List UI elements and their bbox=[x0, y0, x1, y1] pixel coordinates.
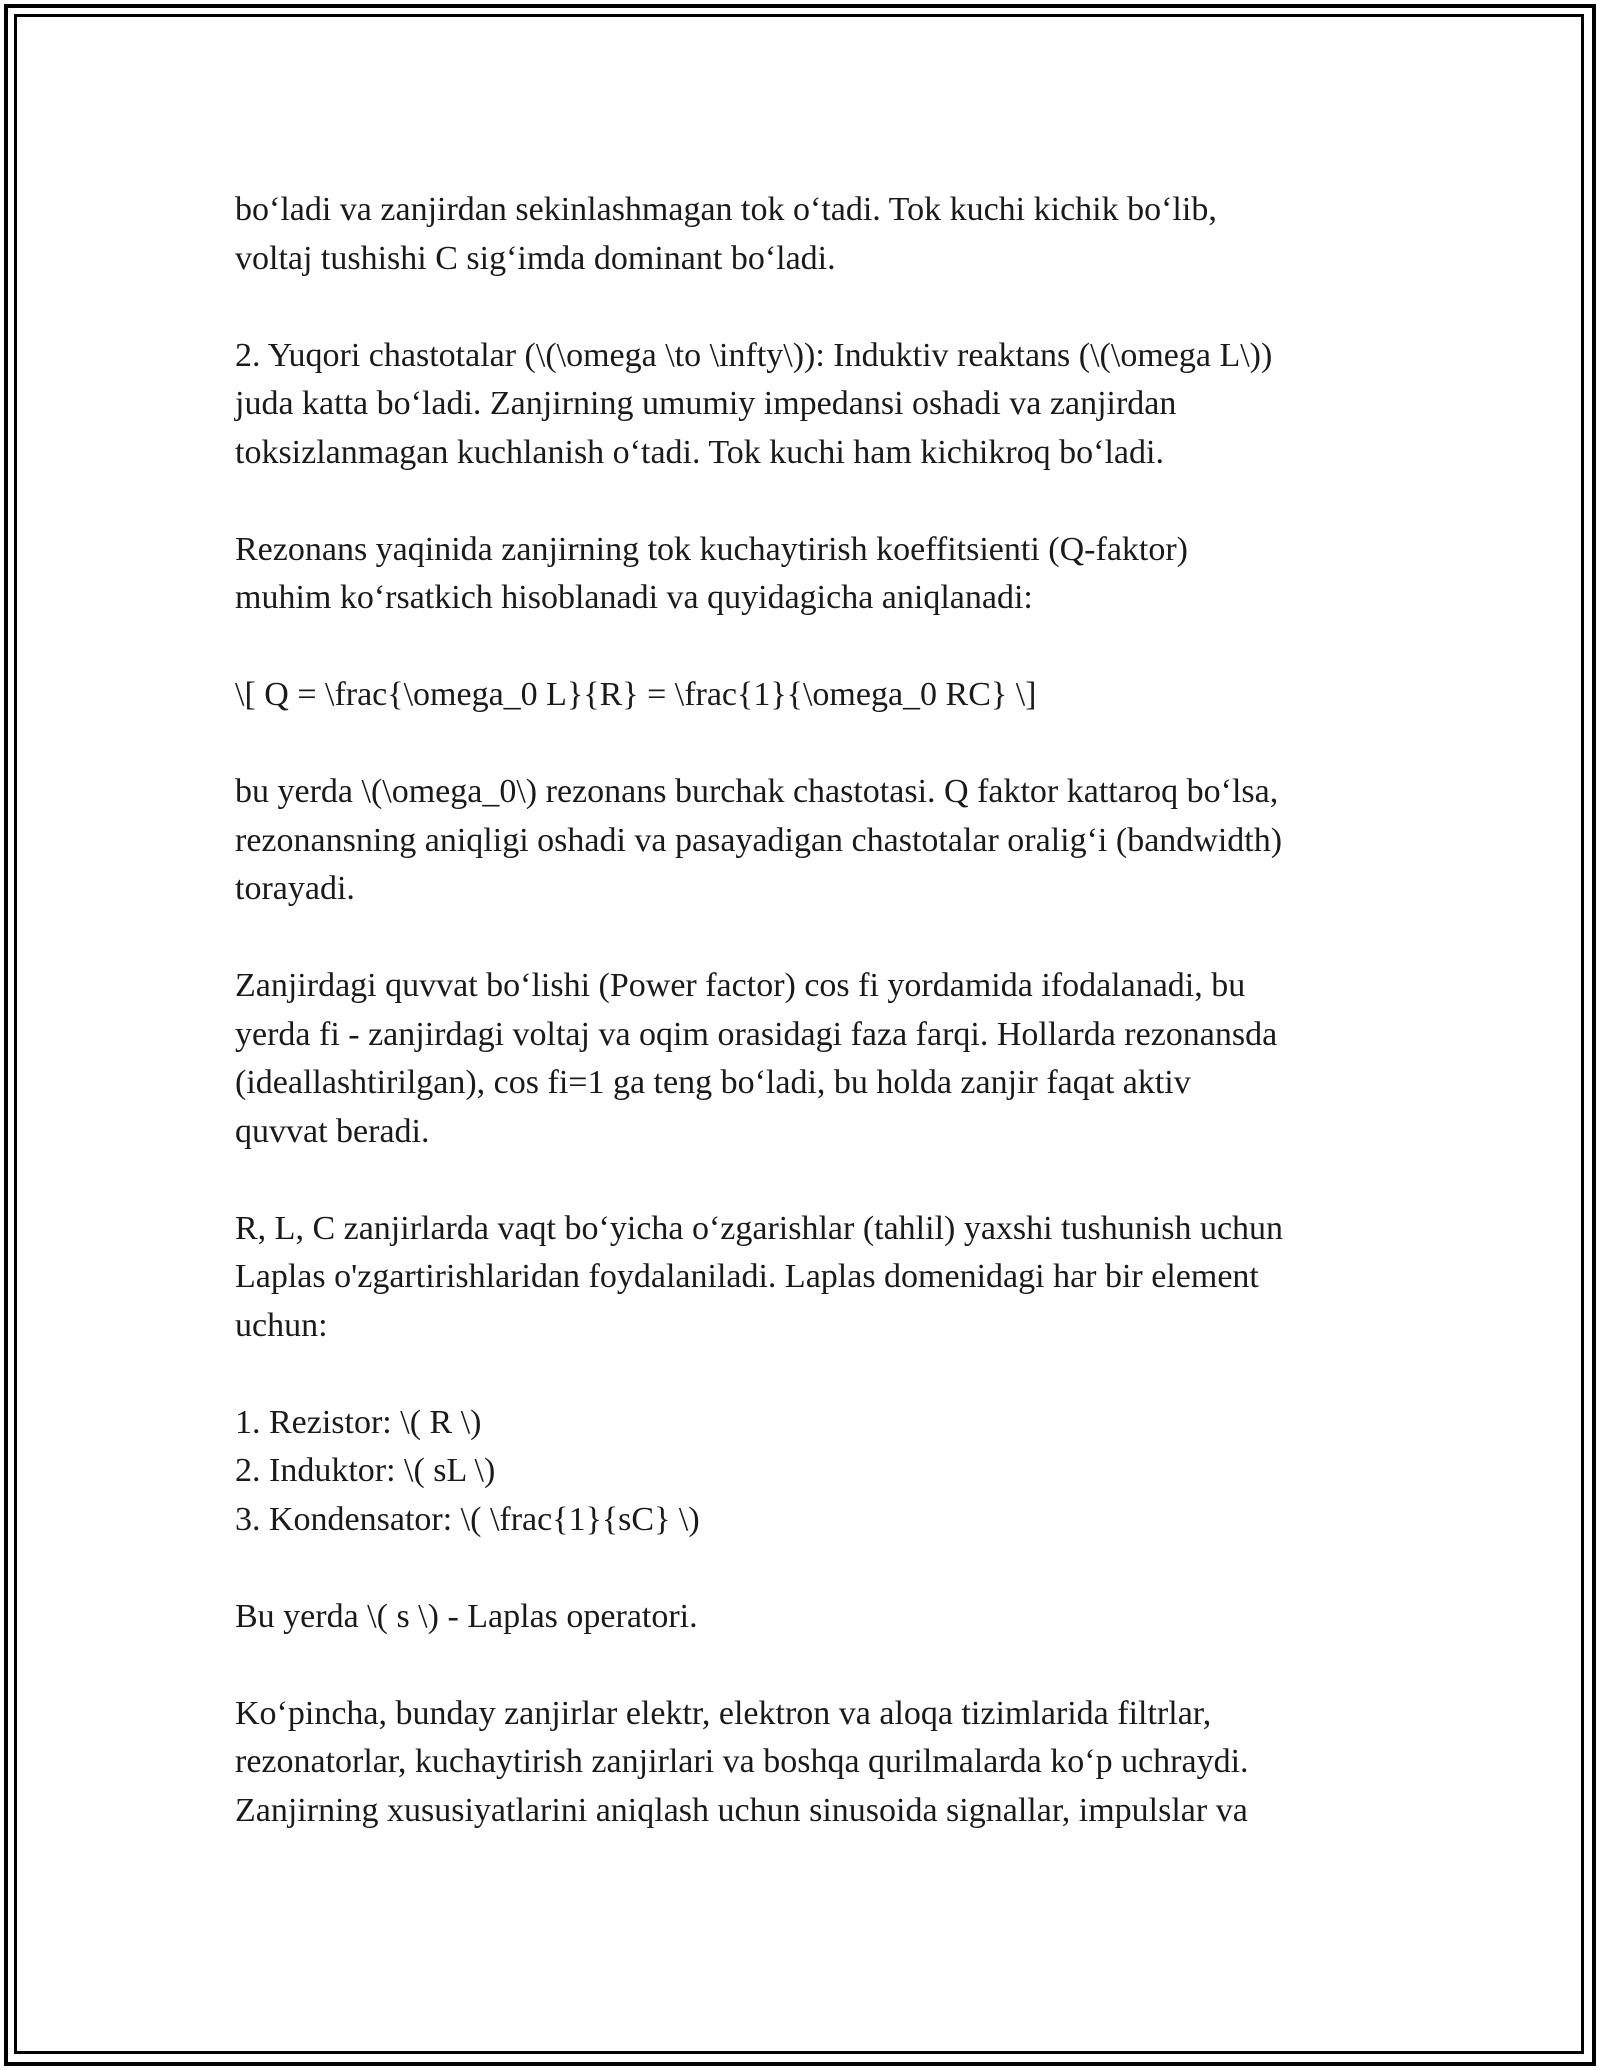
paragraph-q-factor-intro: Rezonans yaqinida zanjirning tok kuchaytirish koeffitsienti (Q-faktor) muhim ko‘rsatkich hisoblanadi va quyidagicha aniqlanadi: bbox=[235, 530, 1188, 616]
laplace-element-list bbox=[235, 1399, 1395, 1545]
paragraph-q-factor-explanation: bu yerda \(\omega_0\) rezonans burchak chastotasi. Q faktor kattaroq bo‘lsa, rezonansning aniqligi oshadi va pasayadigan chastotalar oralig‘i (bandwidth) torayadi. bbox=[235, 773, 1283, 907]
paragraph-high-frequencies: 2. Yuqori chastotalar (\(\omega \to \infty\)): Induktiv reaktans (\(\omega L\)) juda katta bo‘ladi. Zanjirning umumiy impedansi oshadi va zanjirdan toksizlanmagan kuchlanish o‘tadi. Tok kuchi ham kichikroq bo‘ladi. bbox=[235, 336, 1273, 471]
list-item: 3. Kondensator: \( \frac{1}{sC} \) bbox=[235, 1500, 700, 1538]
paragraph-laplas-intro: R, L, C zanjirlarda vaqt bo‘yicha o‘zgarishlar (tahlil) yaxshi tushunish uchun Laplas o'zgartirishlaridan foydalaniladi. Laplas domenidagi har bir element uchun: bbox=[235, 1209, 1284, 1344]
list-item: 2. Induktor: \( sL \) bbox=[235, 1452, 496, 1489]
paragraph-applications: Ko‘pincha, bunday zanjirlar elektr, elektron va aloqa tizimlarida filtrlar, rezonatorlar, kuchaytirish zanjirlari va boshqa qurilmalarda ko‘p uchraydi. Zanjirning xususiyatlarini aniqlash uchun sinusoida signallar, impulslar va bbox=[235, 1694, 1249, 1829]
list-item: 1. Rezistor: \( R \) bbox=[235, 1403, 482, 1441]
equation-q-factor: \[ Q = \frac{\omega_0 L}{R} = \frac{1}{\omega_0 RC} \] bbox=[235, 676, 1037, 713]
paragraph-laplas-operator: Bu yerda \( s \) - Laplas operatori. bbox=[235, 1597, 698, 1635]
paragraph-power-factor: Zanjirdagi quvvat bo‘lishi (Power factor) cos fi yordamida ifodalanadi, bu yerda fi - zanjirdagi voltaj va oqim orasidagi faza farqi. Hollarda rezonansda (ideallashtirilgan), cos fi=1 ga teng bo‘ladi, bu holda zanjir faqat aktiv quvvat beradi. bbox=[235, 967, 1278, 1150]
paragraph-low-frequency-continuation: bo‘ladi va zanjirdan sekinlashmagan tok o‘tadi. Tok kuchi kichik bo‘lib, voltaj tushishi C sig‘imda dominant bo‘ladi. bbox=[235, 191, 1217, 277]
document-body bbox=[235, 186, 1395, 1884]
